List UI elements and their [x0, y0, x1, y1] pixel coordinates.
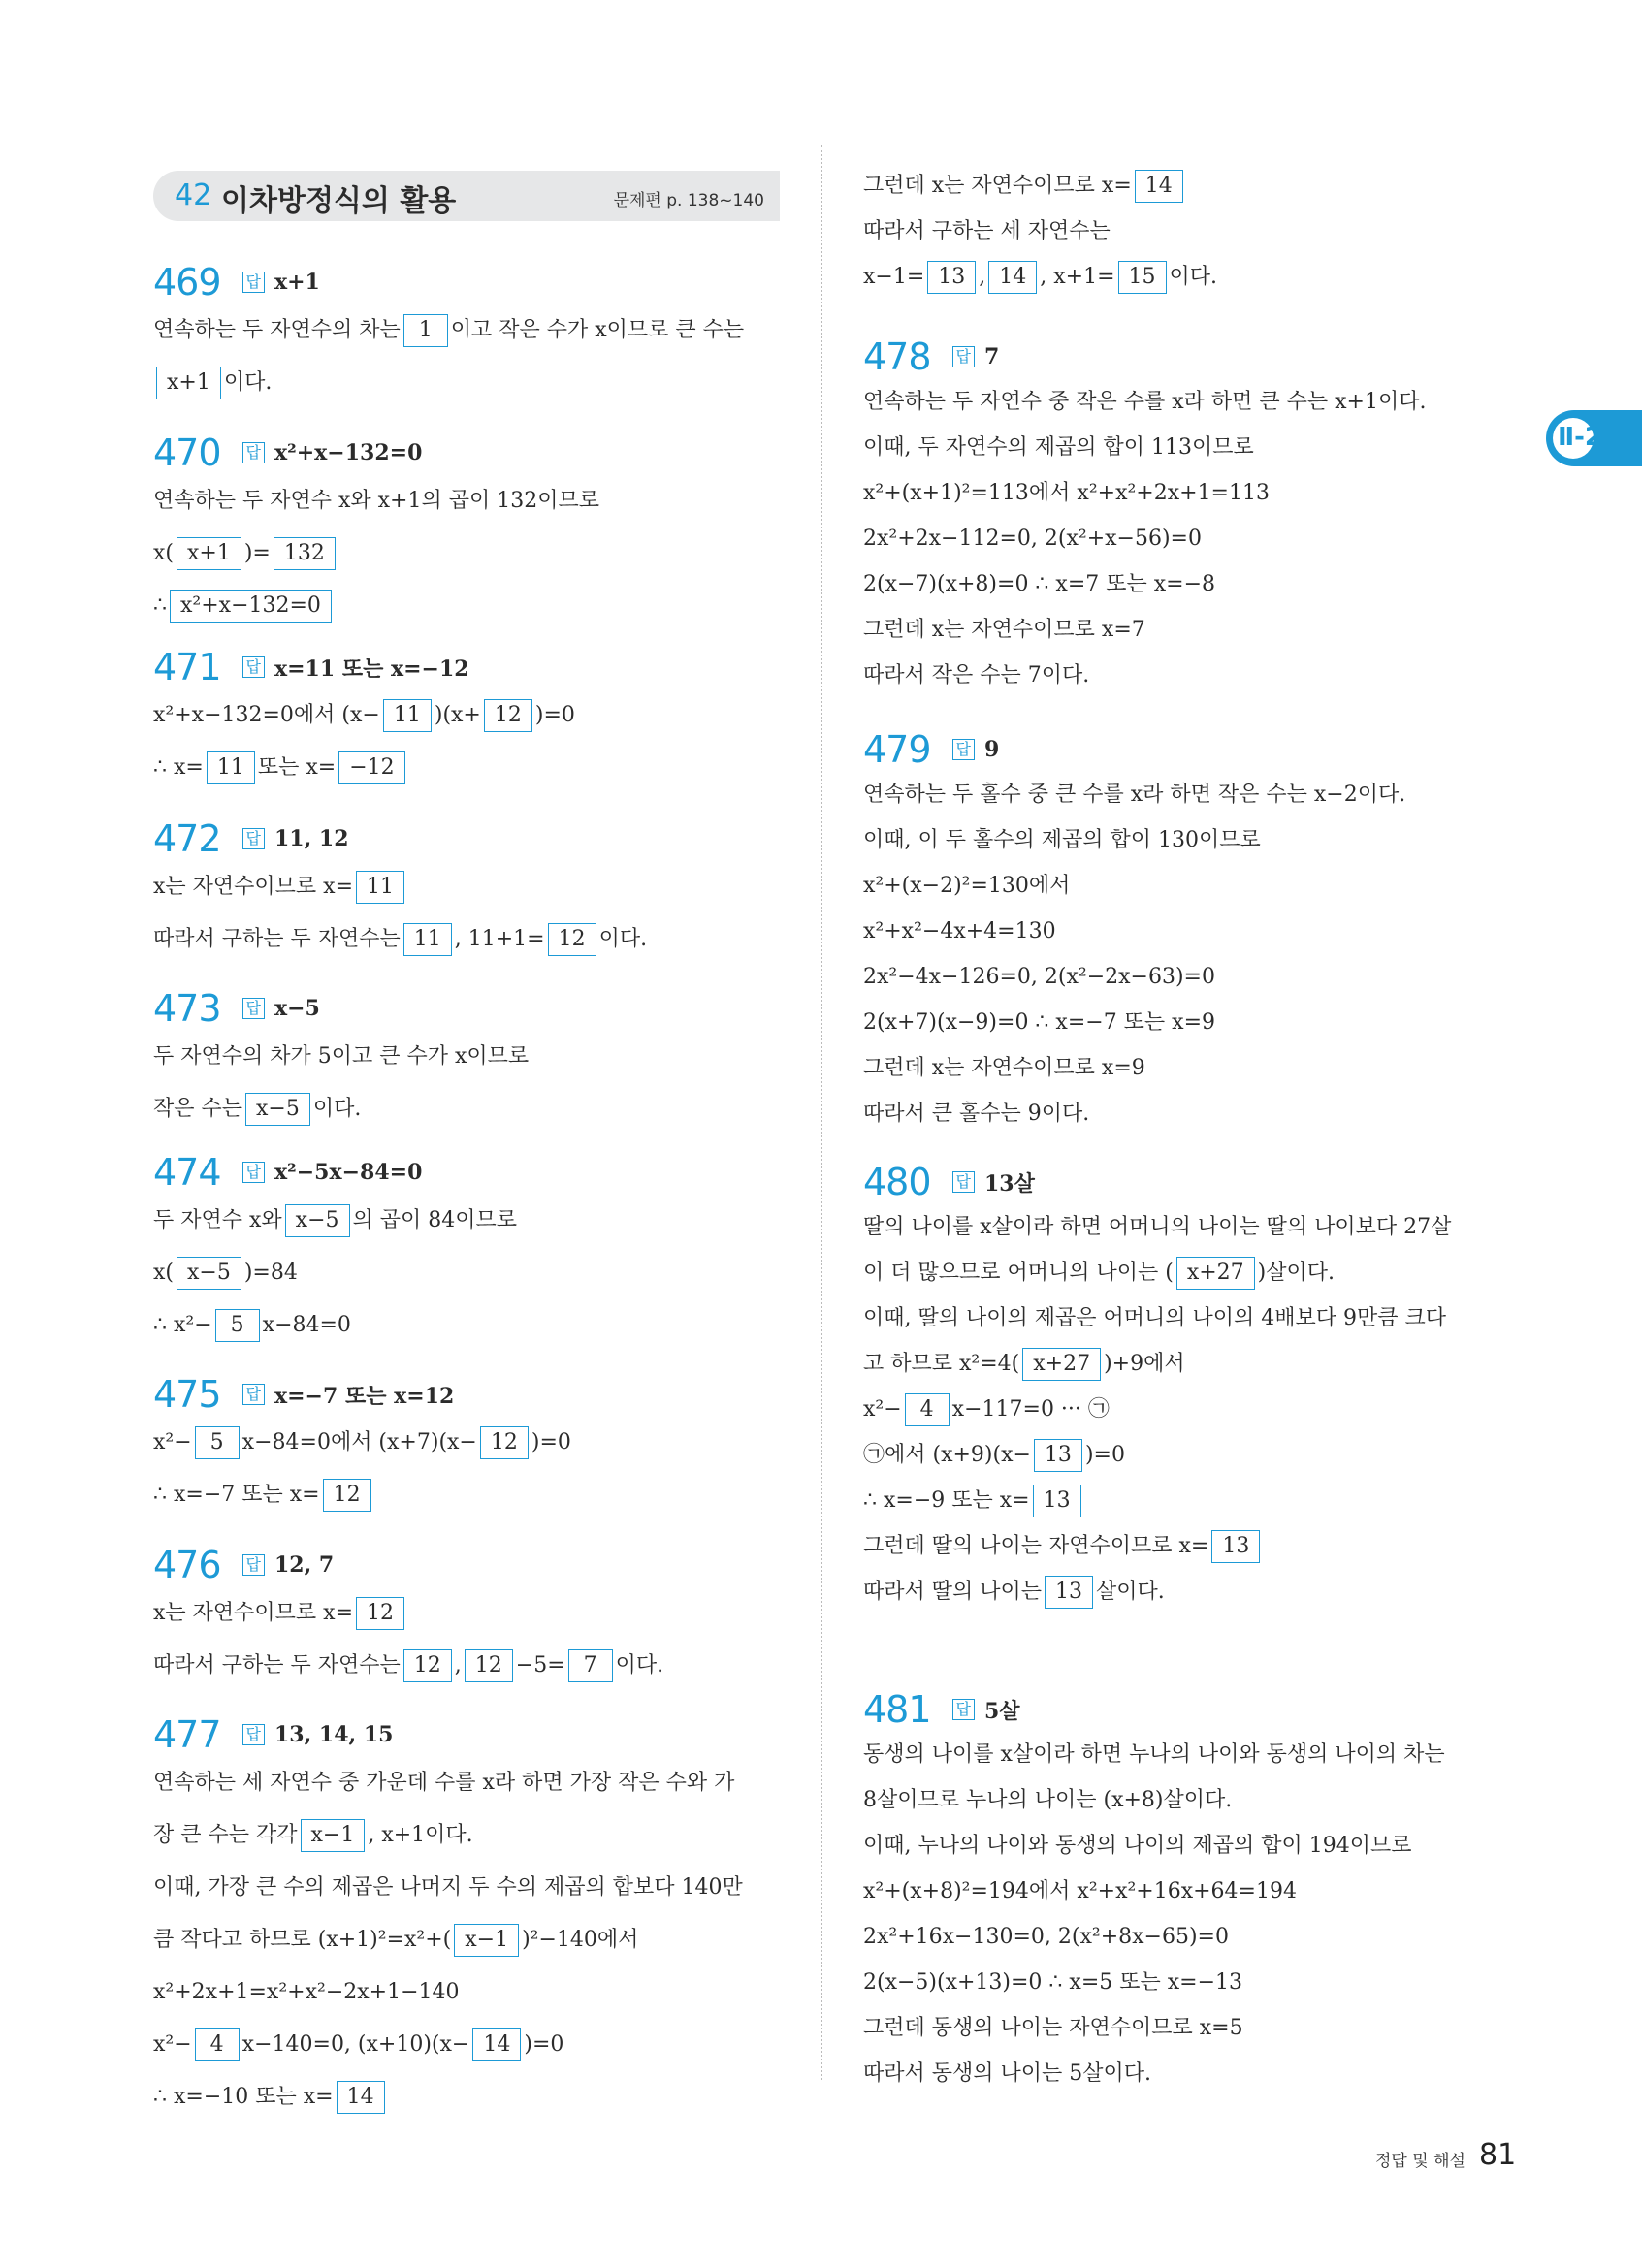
solution-text: x−1=	[863, 264, 925, 289]
answer-blank: 12	[356, 1597, 404, 1630]
solution-line	[863, 772, 1503, 817]
solution-text: 그런데 딸의 나이는 자연수이므로 x=	[863, 1533, 1209, 1558]
answer-label-badge: 답	[242, 1554, 265, 1576]
answer-label-badge: 답	[242, 442, 265, 463]
problem-header	[863, 1160, 1503, 1204]
solution-text: , x+1=	[1040, 264, 1115, 289]
problem-number: 473	[153, 987, 221, 1030]
solution-text: 따라서 딸의 나이는	[863, 1579, 1043, 1604]
problem-header	[153, 1543, 784, 1587]
solution-text: 따라서 구하는 두 자연수는	[153, 927, 401, 951]
answer-value: 7	[984, 344, 1000, 369]
problem-472	[153, 816, 784, 966]
solution-text: 장 큰 수는 각각	[153, 1823, 298, 1847]
solution-line	[863, 1432, 1503, 1478]
problem-479	[863, 727, 1503, 1136]
solution-text: 연속하는 두 홀수 중 큰 수를 x라 하면 작은 수는 x−2이다.	[863, 782, 1406, 807]
solution-line	[863, 1045, 1503, 1091]
problem-header	[153, 986, 784, 1031]
solution-text: ,	[979, 264, 986, 289]
solution-line	[863, 1914, 1503, 1960]
answer-blank: x+1	[177, 537, 241, 570]
solution-text: 두 자연수의 차가 5이고 큰 수가 x이므로	[153, 1044, 530, 1069]
solution-text: x²+x−132=0에서 (x−	[153, 703, 380, 727]
solution-line	[153, 580, 784, 632]
answer-blank: 11	[356, 871, 404, 904]
solution-line	[863, 2051, 1503, 2096]
solution-text: 연속하는 두 자연수 중 작은 수를 x라 하면 큰 수는 x+1이다.	[863, 389, 1427, 414]
answer-value: x²+x−132=0	[274, 440, 423, 465]
solution-line	[153, 1809, 784, 1862]
solution-text: )=0	[524, 2032, 564, 2057]
solution-text: )살이다.	[1257, 1260, 1336, 1285]
solution-text: 이때, 누나의 나이와 동생의 나이의 제곱의 합이 194이므로	[863, 1833, 1412, 1858]
answer-label-badge: 답	[242, 272, 265, 293]
answer-label-badge: 답	[242, 828, 265, 849]
solution-line	[153, 1640, 784, 1692]
solution-text: 이다.	[598, 927, 648, 951]
solution-line	[863, 561, 1503, 607]
problem-header	[153, 1150, 784, 1195]
solution-text: )=0	[534, 703, 575, 727]
solution-line	[863, 1000, 1503, 1045]
answer-blank: 11	[207, 751, 255, 784]
solution-text: 2(x+7)(x−9)=0 ∴ x=−7 또는 x=9	[863, 1009, 1216, 1035]
section-title: 이차방정식의 활용	[221, 184, 457, 218]
solution-line	[153, 1031, 784, 1083]
answer-blank: 1	[403, 314, 448, 347]
solution-text: )²−140에서	[522, 1928, 639, 1952]
answer-value: 11, 12	[274, 826, 349, 851]
solution-text: 두 자연수 x와	[153, 1208, 282, 1232]
answer-label-badge: 답	[952, 1699, 975, 1720]
solution-line	[153, 527, 784, 580]
answer-blank: x+27	[1176, 1257, 1255, 1290]
solution-text: x²+(x+1)²=113에서 x²+x²+2x+1=113	[863, 480, 1270, 505]
solution-text: 따라서 큰 홀수는 9이다.	[863, 1101, 1090, 1126]
answer-label-badge: 답	[242, 656, 265, 678]
solution-text: 이때, 가장 큰 수의 제곱은 나머지 두 수의 제곱의 합보다 140만	[153, 1875, 743, 1900]
solution-text: ㉠에서 (x+9)(x−	[863, 1442, 1031, 1467]
solution-text: 이 더 많으므로 어머니의 나이는 (	[863, 1260, 1174, 1285]
solution-text: x는 자연수이므로 x=	[153, 1601, 353, 1625]
solution-line	[863, 425, 1503, 470]
section-page-ref: 문제편 p. 138~140	[613, 191, 764, 210]
solution-line	[863, 1341, 1503, 1387]
answer-blank: 13	[927, 261, 976, 294]
answer-blank: 4	[905, 1393, 950, 1426]
problem-header	[153, 260, 784, 304]
solution-text: x²+x²−4x+4=130	[863, 918, 1056, 943]
solution-text: x²+2x+1=x²+x²−2x+1−140	[153, 1980, 460, 2004]
answer-blank: x−1	[301, 1819, 366, 1852]
solution-text: 이때, 두 자연수의 제곱의 합이 113이므로	[863, 434, 1254, 460]
solution-text: 딸의 나이를 x살이라 하면 어머니의 나이는 딸의 나이보다 27살	[863, 1214, 1452, 1239]
problem-header	[863, 727, 1503, 772]
answer-blank: −12	[338, 751, 404, 784]
solution-text: x−84=0	[262, 1313, 351, 1337]
answer-blank: 13	[1034, 1439, 1082, 1472]
problem-470	[153, 431, 784, 632]
solution-line	[863, 607, 1503, 653]
solution-text: 고 하므로 x²=4(	[863, 1351, 1020, 1376]
solution-line	[863, 863, 1503, 909]
solution-text: 살이다.	[1096, 1579, 1165, 1604]
solution-line	[153, 1469, 784, 1521]
solution-text: )=0	[531, 1430, 571, 1454]
solution-text: x−84=0에서 (x+7)(x−	[241, 1430, 477, 1454]
solution-line	[153, 1195, 784, 1247]
solution-text: ,	[454, 1653, 462, 1677]
answer-label-badge: 답	[952, 346, 975, 367]
answer-label-badge: 답	[242, 1384, 265, 1405]
solution-text: ∴ x=−9 또는 x=	[863, 1487, 1030, 1513]
solution-line	[153, 2019, 784, 2071]
solution-text: ∴ x²−	[153, 1313, 212, 1337]
answer-blank: x−5	[177, 1257, 241, 1290]
solution-text: x²−	[863, 1396, 902, 1421]
answer-blank: 12	[323, 1479, 371, 1512]
solution-text: 이다.	[223, 370, 273, 395]
solution-line	[153, 689, 784, 742]
solution-line	[153, 1417, 784, 1469]
solution-text: 2x²+16x−130=0, 2(x²+8x−65)=0	[863, 1924, 1229, 1949]
answer-blank: 14	[472, 2028, 521, 2061]
solution-text: )(x+	[434, 703, 481, 727]
problem-471	[153, 645, 784, 794]
answer-blank: 5	[195, 1426, 240, 1459]
solution-text: 이때, 이 두 홀수의 제곱의 합이 130이므로	[863, 827, 1261, 852]
answer-label-badge: 답	[242, 1162, 265, 1183]
solution-line	[863, 1387, 1503, 1432]
solution-text: 그런데 x는 자연수이므로 x=7	[863, 617, 1145, 642]
solution-text: x²+(x−2)²=130에서	[863, 873, 1071, 898]
answer-blank: 14	[1135, 170, 1183, 203]
solution-line	[863, 1204, 1503, 1250]
problem-number: 477	[153, 1713, 221, 1756]
solution-text: 연속하는 두 자연수 x와 x+1의 곱이 132이므로	[153, 489, 599, 513]
answer-value: 12, 7	[274, 1552, 335, 1578]
solution-text: 2x²−4x−126=0, 2(x²−2x−63)=0	[863, 964, 1215, 989]
answer-blank: 12	[548, 923, 596, 956]
problem-478	[863, 335, 1503, 698]
solution-text: 또는 x=	[257, 755, 337, 780]
solution-text: 연속하는 두 자연수의 차는	[153, 318, 401, 342]
solution-text: ∴ x=−10 또는 x=	[153, 2085, 334, 2109]
answer-value: 5살	[984, 1698, 1020, 1724]
problem-number: 478	[863, 335, 931, 378]
solution-line	[153, 2071, 784, 2124]
solution-text: 따라서 작은 수는 7이다.	[863, 662, 1090, 687]
answer-blank: 14	[988, 261, 1037, 294]
answer-blank: x+1	[156, 367, 221, 399]
solution-line	[863, 1295, 1503, 1341]
solution-line	[863, 1732, 1503, 1777]
answer-blank: x+27	[1022, 1348, 1101, 1381]
solution-text: 2(x−5)(x+13)=0 ∴ x=5 또는 x=−13	[863, 1969, 1243, 1995]
problem-number: 476	[153, 1544, 221, 1586]
solution-line	[153, 913, 784, 966]
solution-text: )=84	[243, 1261, 298, 1285]
answer-value: x=11 또는 x=−12	[274, 655, 469, 682]
answer-value: x+1	[274, 270, 320, 295]
solution-line	[863, 1777, 1503, 1823]
solution-line	[863, 1091, 1503, 1136]
solution-line	[863, 1250, 1503, 1295]
solution-text: )=	[243, 541, 271, 565]
solution-text: x는 자연수이므로 x=	[153, 875, 353, 899]
solution-line	[153, 357, 784, 409]
problem-474	[153, 1150, 784, 1352]
solution-text: 2(x−7)(x+8)=0 ∴ x=7 또는 x=−8	[863, 571, 1216, 596]
answer-value: x=−7 또는 x=12	[274, 1383, 455, 1409]
solution-text: 따라서 구하는 세 자연수는	[863, 218, 1111, 243]
problem-number: 469	[153, 261, 221, 303]
answer-blank: 13	[1033, 1485, 1081, 1517]
solution-text: 따라서 동생의 나이는 5살이다.	[863, 2060, 1151, 2086]
solution-text: 이고 작은 수가 x이므로 큰 수는	[450, 318, 745, 342]
answer-value: 13, 14, 15	[274, 1722, 394, 1747]
problem-header	[863, 335, 1503, 379]
solution-line	[153, 1914, 784, 1966]
answer-blank: 13	[1211, 1530, 1260, 1563]
solution-text: )=0	[1084, 1442, 1125, 1467]
solution-text: 동생의 나이를 x살이라 하면 누나의 나이와 동생의 나이의 차는	[863, 1741, 1445, 1767]
solution-text: −5=	[515, 1653, 565, 1677]
solution-text: 이다.	[312, 1097, 362, 1121]
answer-blank: 13	[1045, 1576, 1093, 1609]
answer-blank: x−1	[454, 1924, 519, 1957]
solution-line	[863, 208, 1503, 254]
answer-blank: 11	[383, 699, 432, 732]
column-divider	[821, 145, 822, 2080]
problem-477-continuation	[863, 163, 1503, 300]
answer-label-badge: 답	[242, 998, 265, 1019]
chapter-tab-label: Ⅱ-2	[1558, 423, 1603, 452]
solution-line	[863, 1478, 1503, 1523]
solution-line	[863, 163, 1503, 208]
solution-line	[863, 1569, 1503, 1614]
solution-text: x²−	[153, 1430, 192, 1454]
solution-line	[863, 516, 1503, 561]
problem-number: 474	[153, 1151, 221, 1194]
solution-line	[153, 1083, 784, 1135]
section-number: 42	[175, 178, 212, 212]
answer-blank: 15	[1118, 261, 1167, 294]
solution-text: x−140=0, (x+10)(x−	[241, 2032, 470, 2057]
solution-line	[863, 954, 1503, 1000]
problem-481	[863, 1687, 1503, 2096]
solution-line	[153, 1587, 784, 1640]
problem-480	[863, 1160, 1503, 1614]
solution-text: 8살이므로 누나의 나이는 (x+8)살이다.	[863, 1787, 1233, 1812]
problem-header	[153, 1712, 784, 1757]
answer-label-badge: 답	[952, 739, 975, 760]
solution-text: 작은 수는	[153, 1097, 243, 1121]
problem-number: 475	[153, 1373, 221, 1416]
solution-line	[153, 861, 784, 913]
solution-line	[153, 1247, 784, 1299]
page-number: 81	[1479, 2138, 1517, 2172]
problem-header	[153, 816, 784, 861]
problem-476	[153, 1543, 784, 1692]
answer-blank: 132	[274, 537, 336, 570]
answer-blank: 11	[403, 923, 452, 956]
solution-line	[863, 470, 1503, 516]
problem-469	[153, 260, 784, 409]
solution-text: 그런데 동생의 나이는 자연수이므로 x=5	[863, 2015, 1243, 2040]
answer-blank: 12	[480, 1426, 529, 1459]
solution-line	[153, 475, 784, 527]
solution-text: , x+1이다.	[368, 1823, 473, 1847]
solution-text: ∴	[153, 593, 167, 618]
answer-label-badge: 답	[242, 1724, 265, 1745]
solution-line	[153, 304, 784, 357]
problem-475	[153, 1372, 784, 1521]
solution-text: 따라서 구하는 두 자연수는	[153, 1653, 401, 1677]
solution-text: x(	[153, 541, 174, 565]
solution-line	[153, 1966, 784, 2019]
solution-line	[863, 1523, 1503, 1569]
solution-text: 큼 작다고 하므로 (x+1)²=x²+(	[153, 1928, 452, 1952]
answer-blank: 7	[568, 1649, 613, 1682]
solution-text: ∴ x=	[153, 755, 204, 780]
solution-line	[863, 1823, 1503, 1869]
answer-blank: 14	[337, 2081, 385, 2114]
problem-number: 472	[153, 817, 221, 860]
solution-line	[863, 379, 1503, 425]
problem-number: 471	[153, 646, 221, 688]
solution-text: 의 곱이 84이므로	[352, 1208, 517, 1232]
solution-line	[863, 1960, 1503, 2005]
solution-text: x−117=0 ··· ㉠	[951, 1396, 1110, 1421]
answer-blank: 5	[215, 1309, 260, 1342]
problem-number: 480	[863, 1161, 931, 1203]
answer-value: 9	[984, 737, 1000, 762]
problem-header	[863, 1687, 1503, 1732]
answer-blank: x²+x−132=0	[170, 590, 332, 623]
answer-blank: 12	[465, 1649, 513, 1682]
solution-text: 이다.	[615, 1653, 664, 1677]
problem-477	[153, 1712, 784, 2124]
solution-text: 연속하는 세 자연수 중 가운데 수를 x라 하면 가장 작은 수와 가	[153, 1771, 735, 1795]
solution-line	[863, 817, 1503, 863]
solution-text: x²−	[153, 2032, 192, 2057]
solution-text: 그런데 x는 자연수이므로 x=9	[863, 1055, 1145, 1080]
solution-text: 이다.	[1169, 264, 1218, 289]
answer-blank: 4	[195, 2028, 240, 2061]
problem-header	[153, 645, 784, 689]
solution-line	[863, 1869, 1503, 1914]
solution-text: , 11+1=	[454, 927, 545, 951]
solution-text: ∴ x=−7 또는 x=	[153, 1483, 320, 1507]
answer-blank: 12	[484, 699, 532, 732]
answer-blank: x−5	[285, 1204, 350, 1237]
solution-text: 2x²+2x−112=0, 2(x²+x−56)=0	[863, 526, 1202, 551]
solution-text: x(	[153, 1261, 174, 1285]
solution-line	[153, 1299, 784, 1352]
answer-blank: 12	[403, 1649, 452, 1682]
problem-number: 479	[863, 728, 931, 771]
solution-text: 그런데 x는 자연수이므로 x=	[863, 173, 1132, 198]
answer-value: 13살	[984, 1170, 1035, 1197]
answer-blank: x−5	[245, 1093, 310, 1126]
problem-473	[153, 986, 784, 1135]
problem-number: 481	[863, 1688, 931, 1731]
solution-line	[153, 742, 784, 794]
problem-header	[153, 431, 784, 475]
solution-line	[863, 254, 1503, 300]
solution-line	[863, 909, 1503, 954]
footer-label: 정답 및 해설	[1375, 2152, 1465, 2171]
solution-text: 이때, 딸의 나이의 제곱은 어머니의 나이의 4배보다 9만큼 크다	[863, 1305, 1446, 1330]
problem-number: 470	[153, 431, 221, 474]
answer-label-badge: 답	[952, 1171, 975, 1193]
answer-value: x−5	[274, 996, 320, 1021]
solution-line	[153, 1757, 784, 1809]
solution-line	[863, 653, 1503, 698]
solution-text: x²+(x+8)²=194에서 x²+x²+16x+64=194	[863, 1878, 1297, 1903]
answer-value: x²−5x−84=0	[274, 1160, 423, 1185]
solution-line	[153, 1862, 784, 1914]
solution-text: )+9에서	[1104, 1351, 1185, 1376]
problem-header	[153, 1372, 784, 1417]
solution-line	[863, 2005, 1503, 2051]
